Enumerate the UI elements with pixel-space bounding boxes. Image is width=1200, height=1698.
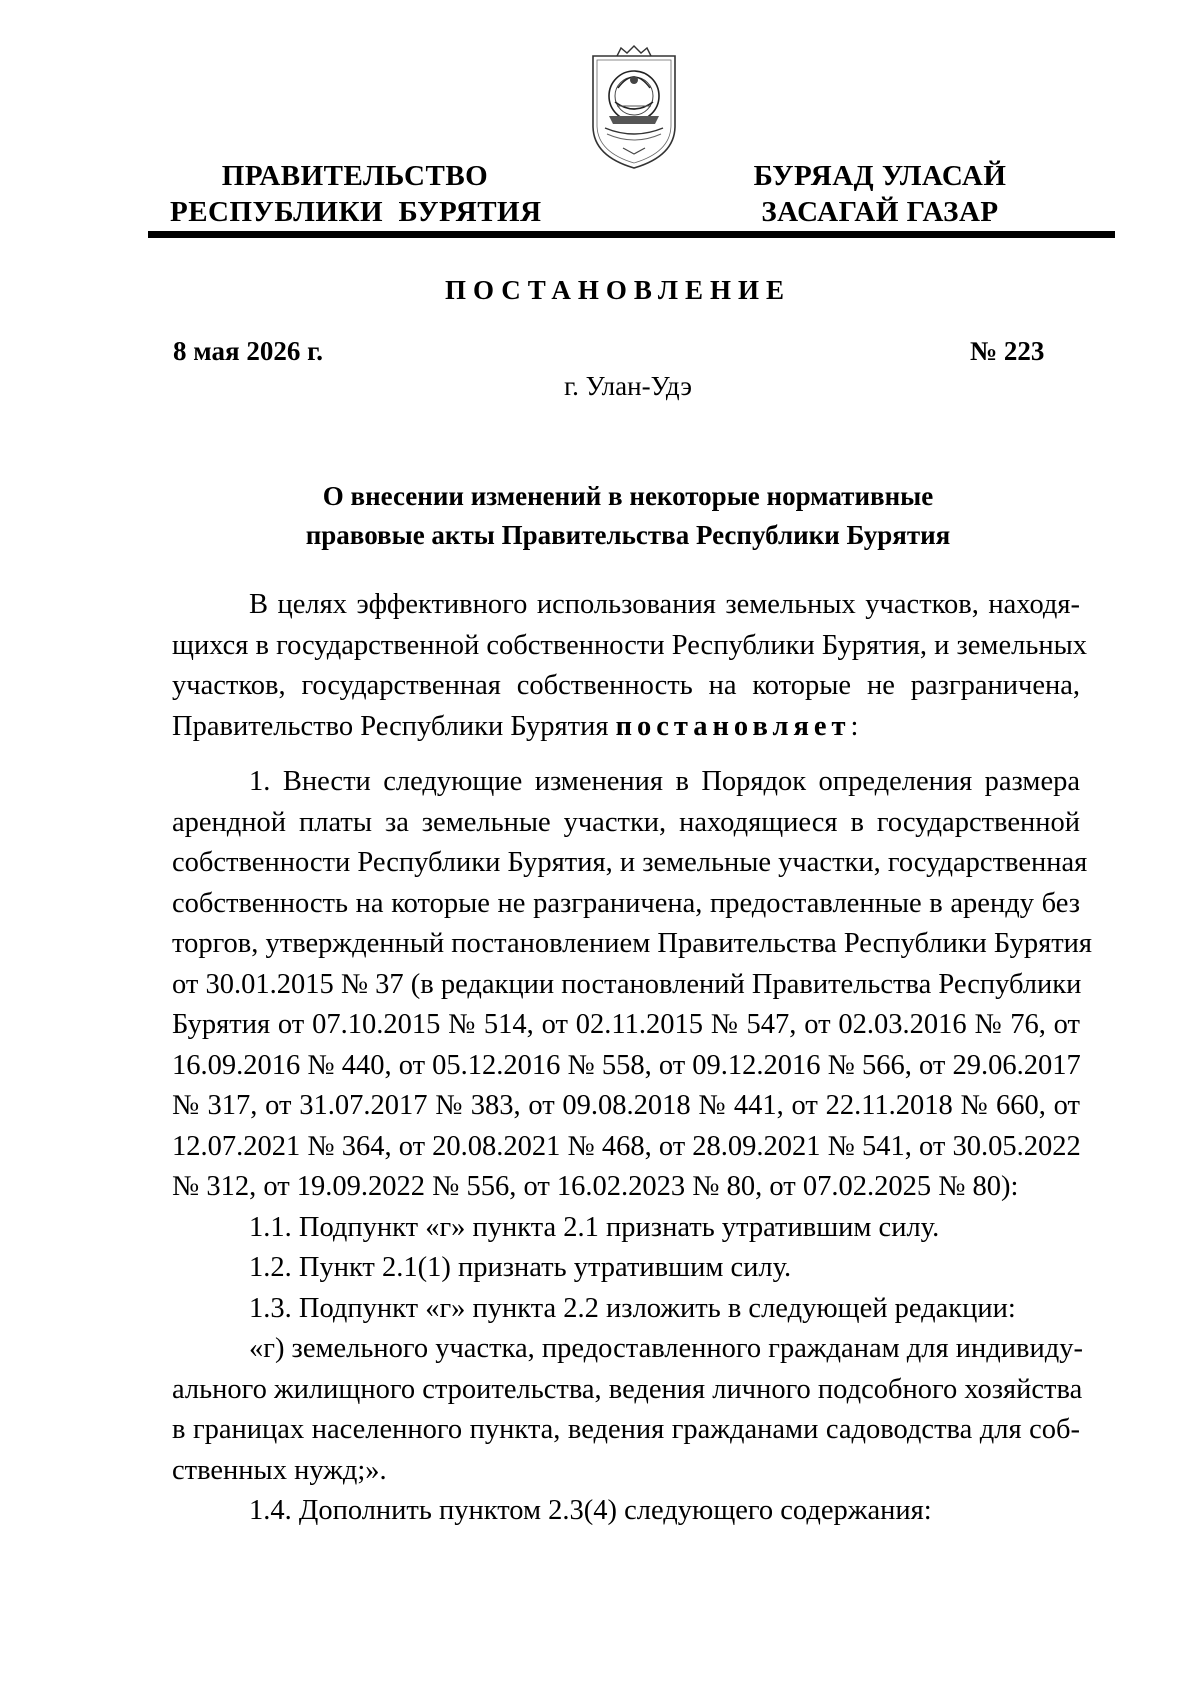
preamble-suffix: : (850, 710, 859, 742)
preamble-line: В целях эффективного использования земельных участков, находя- (249, 589, 1080, 620)
clause-line: от 30.01.2015 № 37 (в редакции постановлений Правительства Республики (172, 968, 1082, 1000)
clause-1-paragraph (172, 762, 1093, 1532)
organization-name-buryat-line1: БУРЯАД УЛАСАЙ (753, 160, 1007, 192)
subclause-1-4: 1.4. Дополнить пунктом 2.3(4) следующего содержания: (249, 1495, 932, 1526)
clause-line: торгов, утвержденный постановлением Правительства Республики Бурятия (172, 928, 1093, 959)
clause-line: № 317, от 31.07.2017 № 383, от 09.08.2018 № 441, от 22.11.2018 № 660, от (172, 1090, 1080, 1121)
subclause-1-2: 1.2. Пункт 2.1(1) признать утратившим силу. (249, 1252, 792, 1283)
preamble-line: участков, государственная собственность на которые не разграничена, (172, 670, 1080, 701)
document-city: г. Улан-Удэ (564, 371, 692, 401)
preamble-line: щихся в государственной собственности Республики Бурятия, и земельных (172, 629, 1087, 661)
document-title-line2: правовые акты Правительства Республики Бурятия (305, 520, 951, 550)
organization-name-russian (170, 158, 540, 230)
quoted-text-line: в границах населенного пункта, ведения гражданами садоводства для соб- (172, 1414, 1080, 1445)
clause-line: собственность на которые не разграничена, предоставленные в аренду без (172, 887, 1080, 919)
quoted-text-line: «г) земельного участка, предоставленного гражданам для индивиду- (249, 1333, 1083, 1364)
document-title-line1: О внесении изменений в некоторые нормативные (322, 481, 934, 511)
clause-line: 1. Внести следующие изменения в Порядок определения размера (249, 766, 1080, 797)
clause-line: 16.09.2016 № 440, от 05.12.2016 № 558, от 09.12.2016 № 566, от 29.06.2017 (172, 1049, 1081, 1081)
document-title (0, 477, 1200, 555)
clause-line: 12.07.2021 № 364, от 20.08.2021 № 468, от 28.09.2021 № 541, от 30.05.2022 (172, 1130, 1081, 1162)
organization-name-russian-line2: РЕСПУБЛИКИ БУРЯТИЯ (170, 196, 542, 228)
organization-name-russian-line1: ПРАВИТЕЛЬСТВО (221, 160, 489, 192)
subclause-1-1: 1.1. Подпункт «г» пункта 2.1 признать утратившим силу. (249, 1211, 940, 1243)
decree-keyword: постановляет (615, 710, 851, 742)
quoted-text-line: ального жилищного строительства, ведения личного подсобного хозяйства (172, 1373, 1083, 1405)
clause-line: Бурятия от 07.10.2015 № 514, от 02.11.2015 № 547, от 02.03.2016 № 76, от (172, 1009, 1080, 1040)
subclause-1-3: 1.3. Подпункт «г» пункта 2.2 изложить в следующей редакции: (249, 1292, 1016, 1324)
clause-line: собственности Республики Бурятия, и земельные участки, государственная (172, 847, 1088, 878)
clause-line: № 312, от 19.09.2022 № 556, от 16.02.2023 № 80, от 07.02.2025 № 80): (172, 1171, 1019, 1202)
preamble-prefix: Правительство Республики Бурятия (172, 710, 616, 742)
organization-name-buryat (745, 158, 1015, 230)
organization-name-buryat-line2: ЗАСАГАЙ ГАЗАР (761, 196, 999, 228)
coat-of-arms-emblem (587, 44, 681, 172)
preamble-last-line (172, 707, 1080, 748)
document-date: 8 мая 2026 г. (173, 336, 324, 366)
preamble-paragraph (172, 585, 1087, 747)
document-type: ПОСТАНОВЛЕНИЕ (444, 275, 792, 305)
document-number: № 223 (970, 336, 1045, 366)
header-divider (148, 231, 1115, 238)
clause-line: арендной платы за земельные участки, находящиеся в государственной (172, 806, 1080, 838)
quoted-text-line: ственных нужд;». (172, 1454, 387, 1486)
